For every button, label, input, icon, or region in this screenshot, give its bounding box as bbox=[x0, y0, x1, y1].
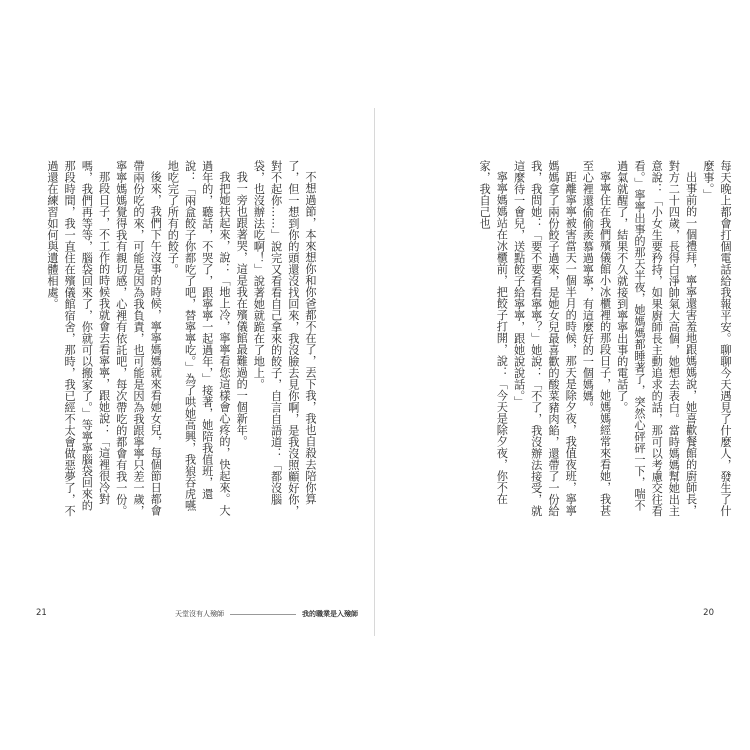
running-head-divider bbox=[230, 614, 296, 615]
paragraph: 那段日子，不工作的時候我就會去看寧寧，跟她說：「這裡很冷對嗎，我們再等等，腦袋回來了，你就可以搬家了。」等寧寧腦袋回來的那段時間，我一直住在殯儀館宿舍，那時，我已經不太會做惡夢了，不過還在練習如何與遺體相處。 bbox=[45, 160, 111, 517]
paragraph: 我一旁也跟著哭，這是我在殯儀館最難過的一個新年。 bbox=[235, 171, 249, 448]
running-head bbox=[175, 609, 358, 619]
right-page bbox=[375, 0, 750, 750]
paragraph: 距離寧寧被害當天一個半月的時候，那天是除夕夜，我值夜班，寧寧媽媽拿了兩份餃子過來，是她女兒最喜歡的酸菜豬肉餡，還帶了一份給我，我問她：「要不要看看寧寧？」她說：「不了，我沒辦法接受，就這麼待一會兒，送點餃子給寧寧，跟她說說話。」 bbox=[512, 160, 578, 517]
page-number-left: 21 bbox=[36, 608, 47, 618]
right-page-text bbox=[444, 160, 734, 520]
page-number-right: 20 bbox=[703, 608, 714, 618]
left-page-text bbox=[45, 160, 319, 520]
paragraph: 我把她扶起來，說：「地上冷，寧寧看您這樣會心疼的，快起來。大過年的，聽話，不哭了，跟寧寧一起過年，」接著，她陪我值班，還說：「兩盒餃子你都吃了吧，替寧寧吃。」為了哄她高興，我狼吞虎嚥地吃完了所有的餃子。 bbox=[166, 160, 231, 517]
running-head-chapter-title: 我的職業是入殮師 bbox=[302, 609, 358, 618]
paragraph: 寧寧住在我們殯儀館小冰櫃裡的那段日子，她媽媽經常來看她，我甚至心裡還偷偷羨慕過寧寧，有這麼好的一個媽媽。 bbox=[581, 160, 612, 517]
paragraph: 寧寧媽媽站在冰櫃前，把餃子打開，說：「今天是除夕夜，你不在家，我自己也 bbox=[478, 160, 509, 505]
paragraph: 出事前的一個禮拜，寧寧還害羞地跟媽媽說，她喜歡餐館的廚師長，對方二十四歲，長得白淨帥氣大高個，她想去表白。當時媽媽幫她出主意說：「小女生要矜持，如果廚師長主動追求的話，那可以考慮交往看看。」寧寧出事的那天半夜，她媽媽都睡著了，突然心砰砰一下，喘不過氣就醒了，結果不久就接到寧寧出事的電話了。 bbox=[615, 160, 698, 517]
paragraph: 每天晚上都會打個電話給我報平安。聊聊今天遇見了什麼人，發生了什麼事。」 bbox=[701, 160, 732, 517]
paragraph: 不想過節，本來想你和你爸都不在了，丟下我，我也自殺去陪你算了，但一想到你的頭還沒找回來，我沒臉去見你啊，是我沒照顧好你，對不起你……」說完又看看自己拿來的餃子，自言自語道：「都沒腦袋，也沒辦法吃啊！」說著她就跪在了地上。 bbox=[252, 160, 317, 517]
running-head-book-title: 天堂沒有人殮師 bbox=[175, 610, 224, 618]
paragraph: 後來，我們下午沒事的時候，寧寧媽媽就來看她女兒，每個節日都會帶兩份吃的來，可能是因為我負責，也可能是因為我跟寧寧只差一歲，寧寧媽媽覺得我有親切感，心裡有依託吧，每次帶吃的都會有我一份。 bbox=[114, 160, 163, 517]
